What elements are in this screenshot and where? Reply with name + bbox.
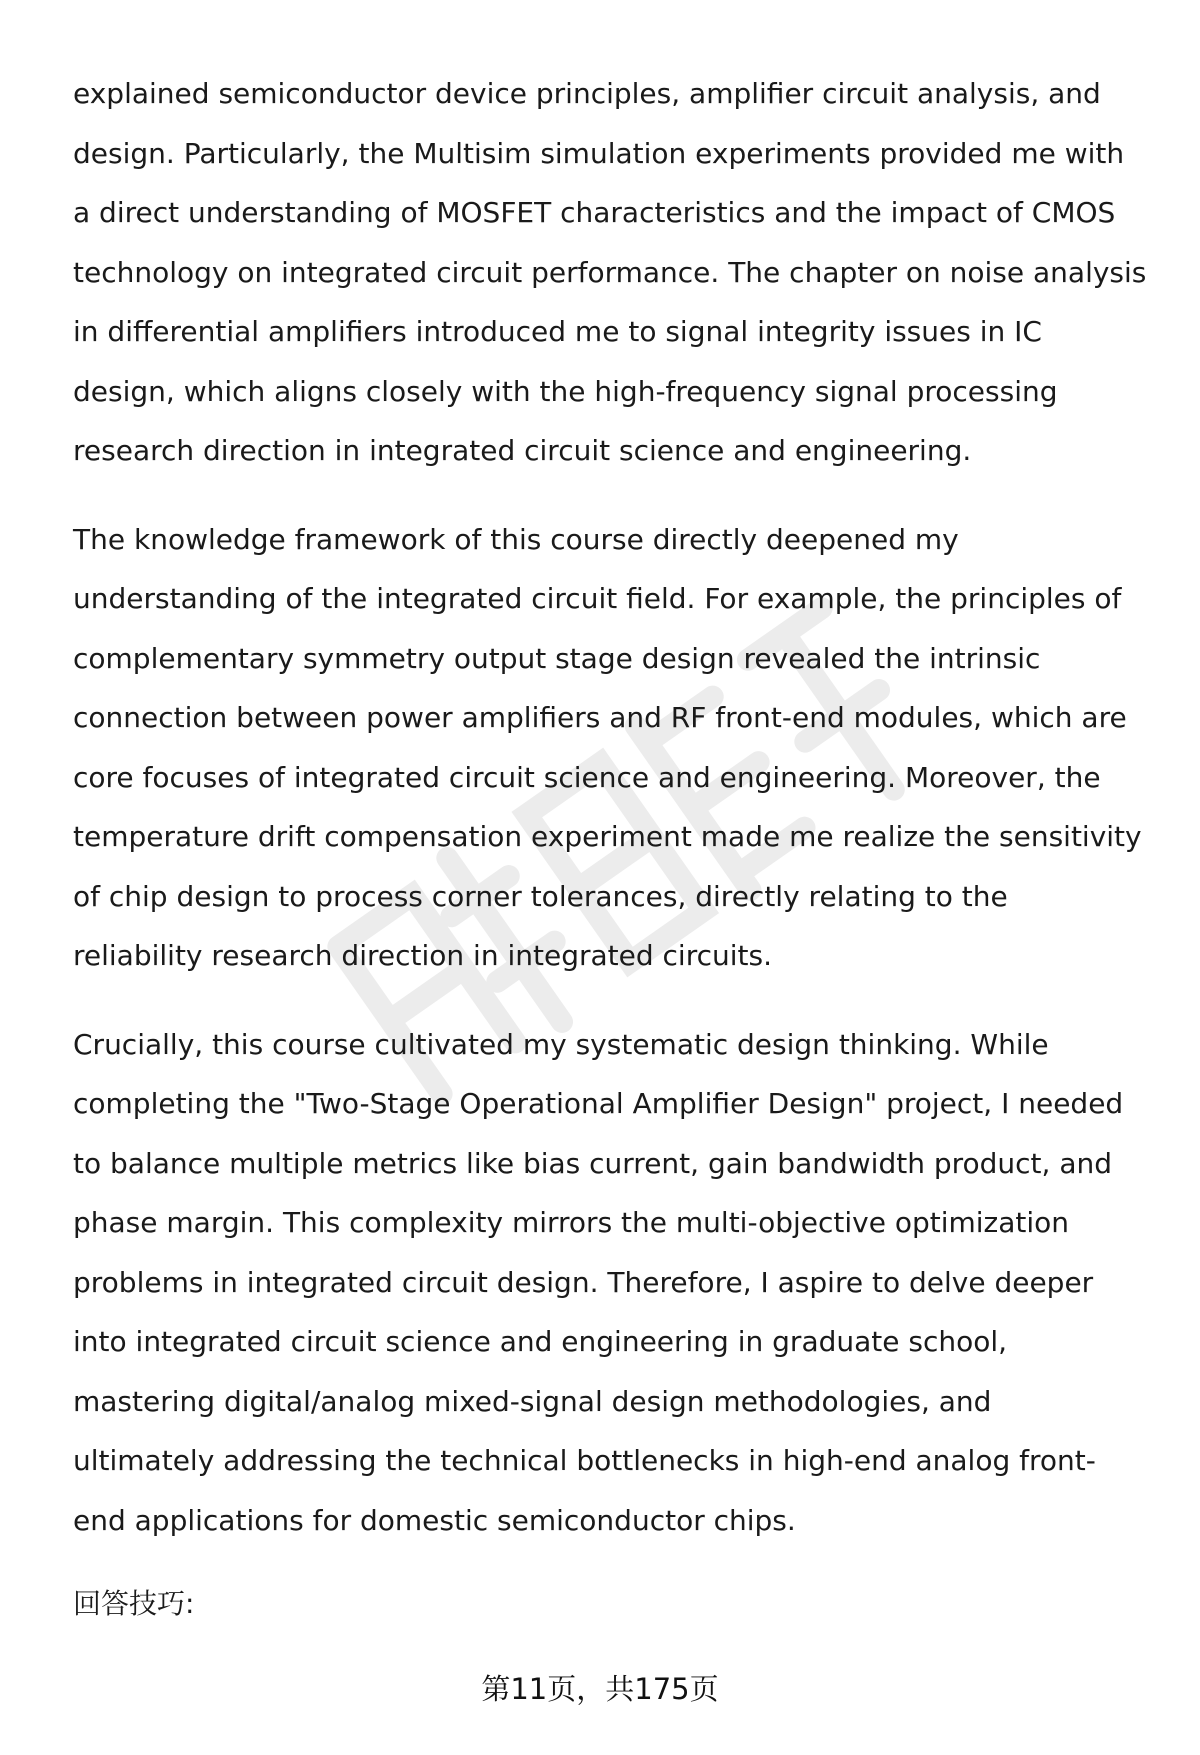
paragraph-2 (73, 510, 1163, 986)
text-line: explained semiconductor device principles, amplifier circuit analysis, and (73, 77, 1101, 110)
text-line: problems in integrated circuit design. Therefore, I aspire to delve deeper (73, 1265, 1094, 1299)
text-line: to balance multiple metrics like bias current, gain bandwidth product, and (73, 1146, 1113, 1180)
text-line: into integrated circuit science and engineering in graduate school, (73, 1325, 1008, 1358)
text-line: completing the "Two-Stage Operational Amplifier Design" project, I needed (73, 1087, 1124, 1120)
text-line: ultimately addressing the technical bottlenecks in high-end analog front- (73, 1444, 1096, 1477)
text-line: in differential amplifiers introduced me to signal integrity issues in IC (73, 315, 1042, 348)
text-line: The knowledge framework of this course directly deepened my (73, 522, 959, 556)
text-line: mastering digital/analog mixed-signal design methodologies, and (73, 1384, 992, 1418)
answer-tips-label: 回答技巧: (73, 1587, 195, 1620)
text-line: design, which aligns closely with the high-frequency signal processing (73, 374, 1058, 408)
paragraph-1 (73, 64, 1163, 481)
text-line: temperature drift compensation experiment made me realize the sensitivity (73, 820, 1142, 853)
text-line: core focuses of integrated circuit science and engineering. Moreover, the (73, 760, 1101, 794)
text-line: research direction in integrated circuit science and engineering. (73, 434, 972, 467)
page-number-footer: 第11页，共175页 (481, 1672, 719, 1706)
text-line: end applications for domestic semiconductor chips. (73, 1503, 796, 1537)
text-line: reliability research direction in integrated circuits. (73, 939, 772, 972)
text-line: of chip design to process corner tolerances, directly relating to the (73, 879, 1008, 913)
text-line: technology on integrated circuit performance. The chapter on noise analysis (73, 255, 1147, 289)
paragraph-3 (73, 1015, 1163, 1551)
text-line: Crucially, this course cultivated my systematic design thinking. While (73, 1027, 1049, 1061)
text-line: complementary symmetry output stage design revealed the intrinsic (73, 641, 1041, 675)
body-text (73, 64, 1163, 1550)
text-line: phase margin. This complexity mirrors the multi-objective optimization (73, 1206, 1070, 1239)
text-line: design. Particularly, the Multisim simulation experiments provided me with (73, 136, 1125, 170)
text-line: a direct understanding of MOSFET characteristics and the impact of CMOS (73, 196, 1116, 229)
text-line: connection between power amplifiers and RF front-end modules, which are (73, 701, 1127, 734)
text-line: understanding of the integrated circuit field. For example, the principles of (73, 582, 1122, 615)
